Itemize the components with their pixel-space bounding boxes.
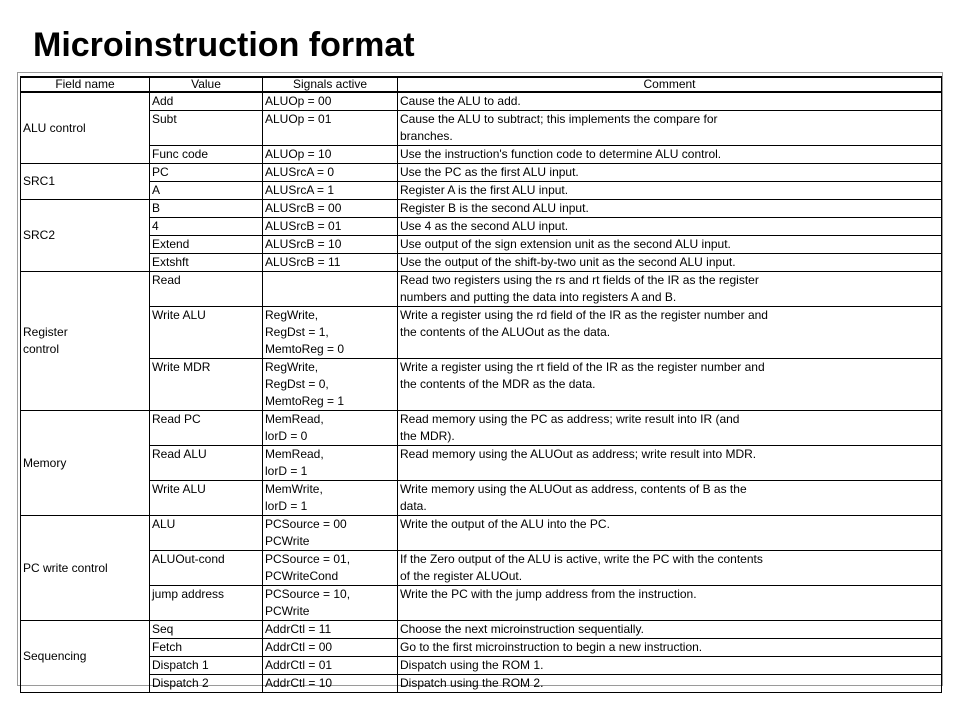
signals-cell [263,359,398,411]
signals-line: PCWriteCond [265,569,339,583]
comment-line: Use the PC as the first ALU input. [400,165,579,179]
table-row [21,411,942,446]
header-comment: Comment [398,77,942,92]
value-text: Seq [152,622,174,636]
comment-line: Choose the next microinstruction sequentially. [400,622,644,636]
signals-cell [263,164,398,182]
value-cell [150,516,263,551]
table-row [21,92,942,111]
header-row [21,77,942,92]
comment-line: the contents of the ALUOut as the data. [400,325,611,339]
value-text: Read ALU [152,447,207,461]
table-row [21,111,942,146]
comment-cell [398,411,942,446]
signals-line: PCSource = 10, [265,587,351,601]
comment-cell [398,675,942,693]
microinstruction-table [20,76,942,693]
table-row [21,164,942,182]
value-text: Add [152,94,174,108]
table-row [21,182,942,200]
field-name-line: control [23,342,60,356]
field-name-register-control [21,272,150,411]
comment-line: Write the output of the ALU into the PC. [400,517,610,531]
value-cell [150,164,263,182]
signals-line: PCSource = 00 [265,517,347,531]
comment-cell [398,639,942,657]
value-cell [150,111,263,146]
signals-line: lorD = 1 [265,499,308,513]
signals-cell [263,92,398,111]
signals-line: ALUSrcA = 1 [265,183,335,197]
comment-line: Use the output of the shift-by-two unit as the second ALU input. [400,255,736,269]
signals-cell [263,182,398,200]
signals-line: RegDst = 1, [265,325,329,339]
table-row [21,675,942,693]
value-cell [150,254,263,272]
comment-line: Cause the ALU to subtract; this implements the compare for [400,112,718,126]
table-row [21,272,942,307]
signals-line: MemRead, [265,412,324,426]
value-cell [150,272,263,307]
signals-cell [263,254,398,272]
field-name-sequencing [21,621,150,693]
table-body [21,92,942,693]
value-text: ALU [152,517,176,531]
signals-line: ALUOp = 00 [265,94,332,108]
value-text: Write ALU [152,308,206,322]
comment-line: Read two registers using the rs and rt fields of the IR as the register [400,273,759,287]
comment-line: of the register ALUOut. [400,569,523,583]
value-cell [150,359,263,411]
comment-cell [398,111,942,146]
value-cell [150,446,263,481]
value-cell [150,621,263,639]
comment-line: Cause the ALU to add. [400,94,521,108]
value-text: Write MDR [152,360,211,374]
signals-line: ALUOp = 10 [265,147,332,161]
comment-line: Read memory using the ALUOut as address; write result into MDR. [400,447,757,461]
value-cell [150,675,263,693]
value-cell [150,92,263,111]
value-text: jump address [152,587,225,601]
signals-line: ALUSrcB = 11 [265,255,341,269]
signals-line: AddrCtl = 01 [265,658,333,672]
value-text: Extshft [152,255,189,269]
comment-cell [398,164,942,182]
table-row [21,481,942,516]
value-cell [150,586,263,621]
signals-cell [263,200,398,218]
comment-line: Write memory using the ALUOut as address, contents of B as the [400,482,747,496]
comment-line: the contents of the MDR as the data. [400,377,596,391]
value-text: Fetch [152,640,183,654]
page-title: Microinstruction format [33,26,415,64]
table-row [21,586,942,621]
table-row [21,516,942,551]
signals-cell [263,657,398,675]
comment-cell [398,621,942,639]
value-text: ALUOut-cond [152,552,225,566]
signals-cell [263,307,398,359]
value-cell [150,639,263,657]
comment-line: Register A is the first ALU input. [400,183,569,197]
comment-line: Write the PC with the jump address from the instruction. [400,587,697,601]
signals-cell [263,516,398,551]
signals-cell [263,586,398,621]
value-text: Write ALU [152,482,206,496]
table-row [21,621,942,639]
table-row [21,446,942,481]
comment-line: Dispatch using the ROM 2. [400,676,544,690]
signals-line: RegDst = 0, [265,377,329,391]
signals-line: ALUOp = 01 [265,112,332,126]
comment-cell [398,657,942,675]
signals-line: lorD = 0 [265,429,308,443]
signals-line: ALUSrcB = 00 [265,201,342,215]
comment-cell [398,146,942,164]
signals-cell [263,621,398,639]
value-cell [150,551,263,586]
value-text: B [152,201,161,215]
comment-line: Write a register using the rt field of the IR as the register number and [400,360,765,374]
field-name-line: ALU control [23,120,86,135]
signals-line: ALUSrcB = 01 [265,219,342,233]
field-name-line: Memory [23,455,67,470]
comment-line: data. [400,499,427,513]
table-row [21,218,942,236]
value-cell [150,146,263,164]
value-text: Extend [152,237,190,251]
signals-cell [263,236,398,254]
comment-line: Read memory using the PC as address; write result into IR (and [400,412,740,426]
field-name-alu-control [21,92,150,164]
comment-cell [398,272,942,307]
signals-line: MemRead, [265,447,324,461]
signals-cell [263,272,398,307]
field-name-line: Sequencing [23,649,87,663]
signals-line: RegWrite, [265,360,319,374]
value-cell [150,481,263,516]
value-cell [150,218,263,236]
value-text: Dispatch 2 [152,676,209,690]
comment-cell [398,481,942,516]
comment-line: Use output of the sign extension unit as the second ALU input. [400,237,731,251]
table-row [21,146,942,164]
comment-line: branches. [400,129,453,143]
field-name-line: Register [23,325,68,339]
signals-cell [263,218,398,236]
comment-line: numbers and putting the data into registers A and B. [400,290,677,304]
comment-line: Write a register using the rd field of the IR as the register number and [400,308,768,322]
value-text: Subt [152,112,177,126]
comment-line: Register B is the second ALU input. [400,201,589,215]
value-cell [150,411,263,446]
comment-cell [398,182,942,200]
field-name-line: SRC2 [23,228,56,242]
signals-line: MemtoReg = 0 [265,342,345,356]
comment-line: Go to the first microinstruction to begin a new instruction. [400,640,703,654]
signals-line: AddrCtl = 11 [265,622,332,636]
value-cell [150,657,263,675]
table-row [21,657,942,675]
comment-cell [398,359,942,411]
comment-line: Use the instruction's function code to determine ALU control. [400,147,722,161]
comment-cell [398,516,942,551]
table-row [21,551,942,586]
table-row [21,200,942,218]
signals-line: ALUSrcB = 10 [265,237,342,251]
signals-cell [263,639,398,657]
field-name-src1 [21,164,150,200]
comment-cell [398,307,942,359]
table-row [21,254,942,272]
value-text: Func code [152,147,209,161]
signals-line: PCSource = 01, [265,552,351,566]
field-name-line: SRC1 [23,174,56,188]
header-signals-active: Signals active [263,77,398,92]
table-row [21,359,942,411]
comment-cell [398,92,942,111]
value-cell [150,307,263,359]
value-text: A [152,183,161,197]
value-text: 4 [152,219,159,233]
value-text: PC [152,165,169,179]
comment-cell [398,254,942,272]
signals-line: ALUSrcA = 0 [265,165,335,179]
comment-cell [398,200,942,218]
signals-line: AddrCtl = 00 [265,640,333,654]
field-name-src2 [21,200,150,272]
signals-line: AddrCtl = 10 [265,676,333,690]
signals-cell [263,146,398,164]
table-row [21,307,942,359]
signals-cell [263,111,398,146]
comment-cell [398,586,942,621]
table-row [21,236,942,254]
comment-line: Use 4 as the second ALU input. [400,219,569,233]
comment-cell [398,446,942,481]
field-name-pc-write-control [21,516,150,621]
value-text: Read [152,273,181,287]
signals-line: RegWrite, [265,308,319,322]
table-row [21,639,942,657]
header-value: Value [150,77,263,92]
signals-cell [263,481,398,516]
signals-line: MemWrite, [265,482,323,496]
value-text: Dispatch 1 [152,658,209,672]
value-cell [150,236,263,254]
comment-line: If the Zero output of the ALU is active, write the PC with the contents [400,552,763,566]
signals-line: MemtoReg = 1 [265,394,345,408]
signals-line: lorD = 1 [265,464,308,478]
signals-cell [263,411,398,446]
header-field-name: Field name [21,77,150,92]
signals-cell [263,551,398,586]
comment-line: the MDR). [400,429,455,443]
value-cell [150,182,263,200]
comment-cell [398,218,942,236]
comment-cell [398,551,942,586]
comment-cell [398,236,942,254]
signals-line: PCWrite [265,534,310,548]
value-cell [150,200,263,218]
value-text: Read PC [152,412,201,426]
field-name-memory [21,411,150,516]
field-name-line: PC write control [23,560,108,575]
comment-line: Dispatch using the ROM 1. [400,658,544,672]
signals-line: PCWrite [265,604,310,618]
signals-cell [263,675,398,693]
signals-cell [263,446,398,481]
